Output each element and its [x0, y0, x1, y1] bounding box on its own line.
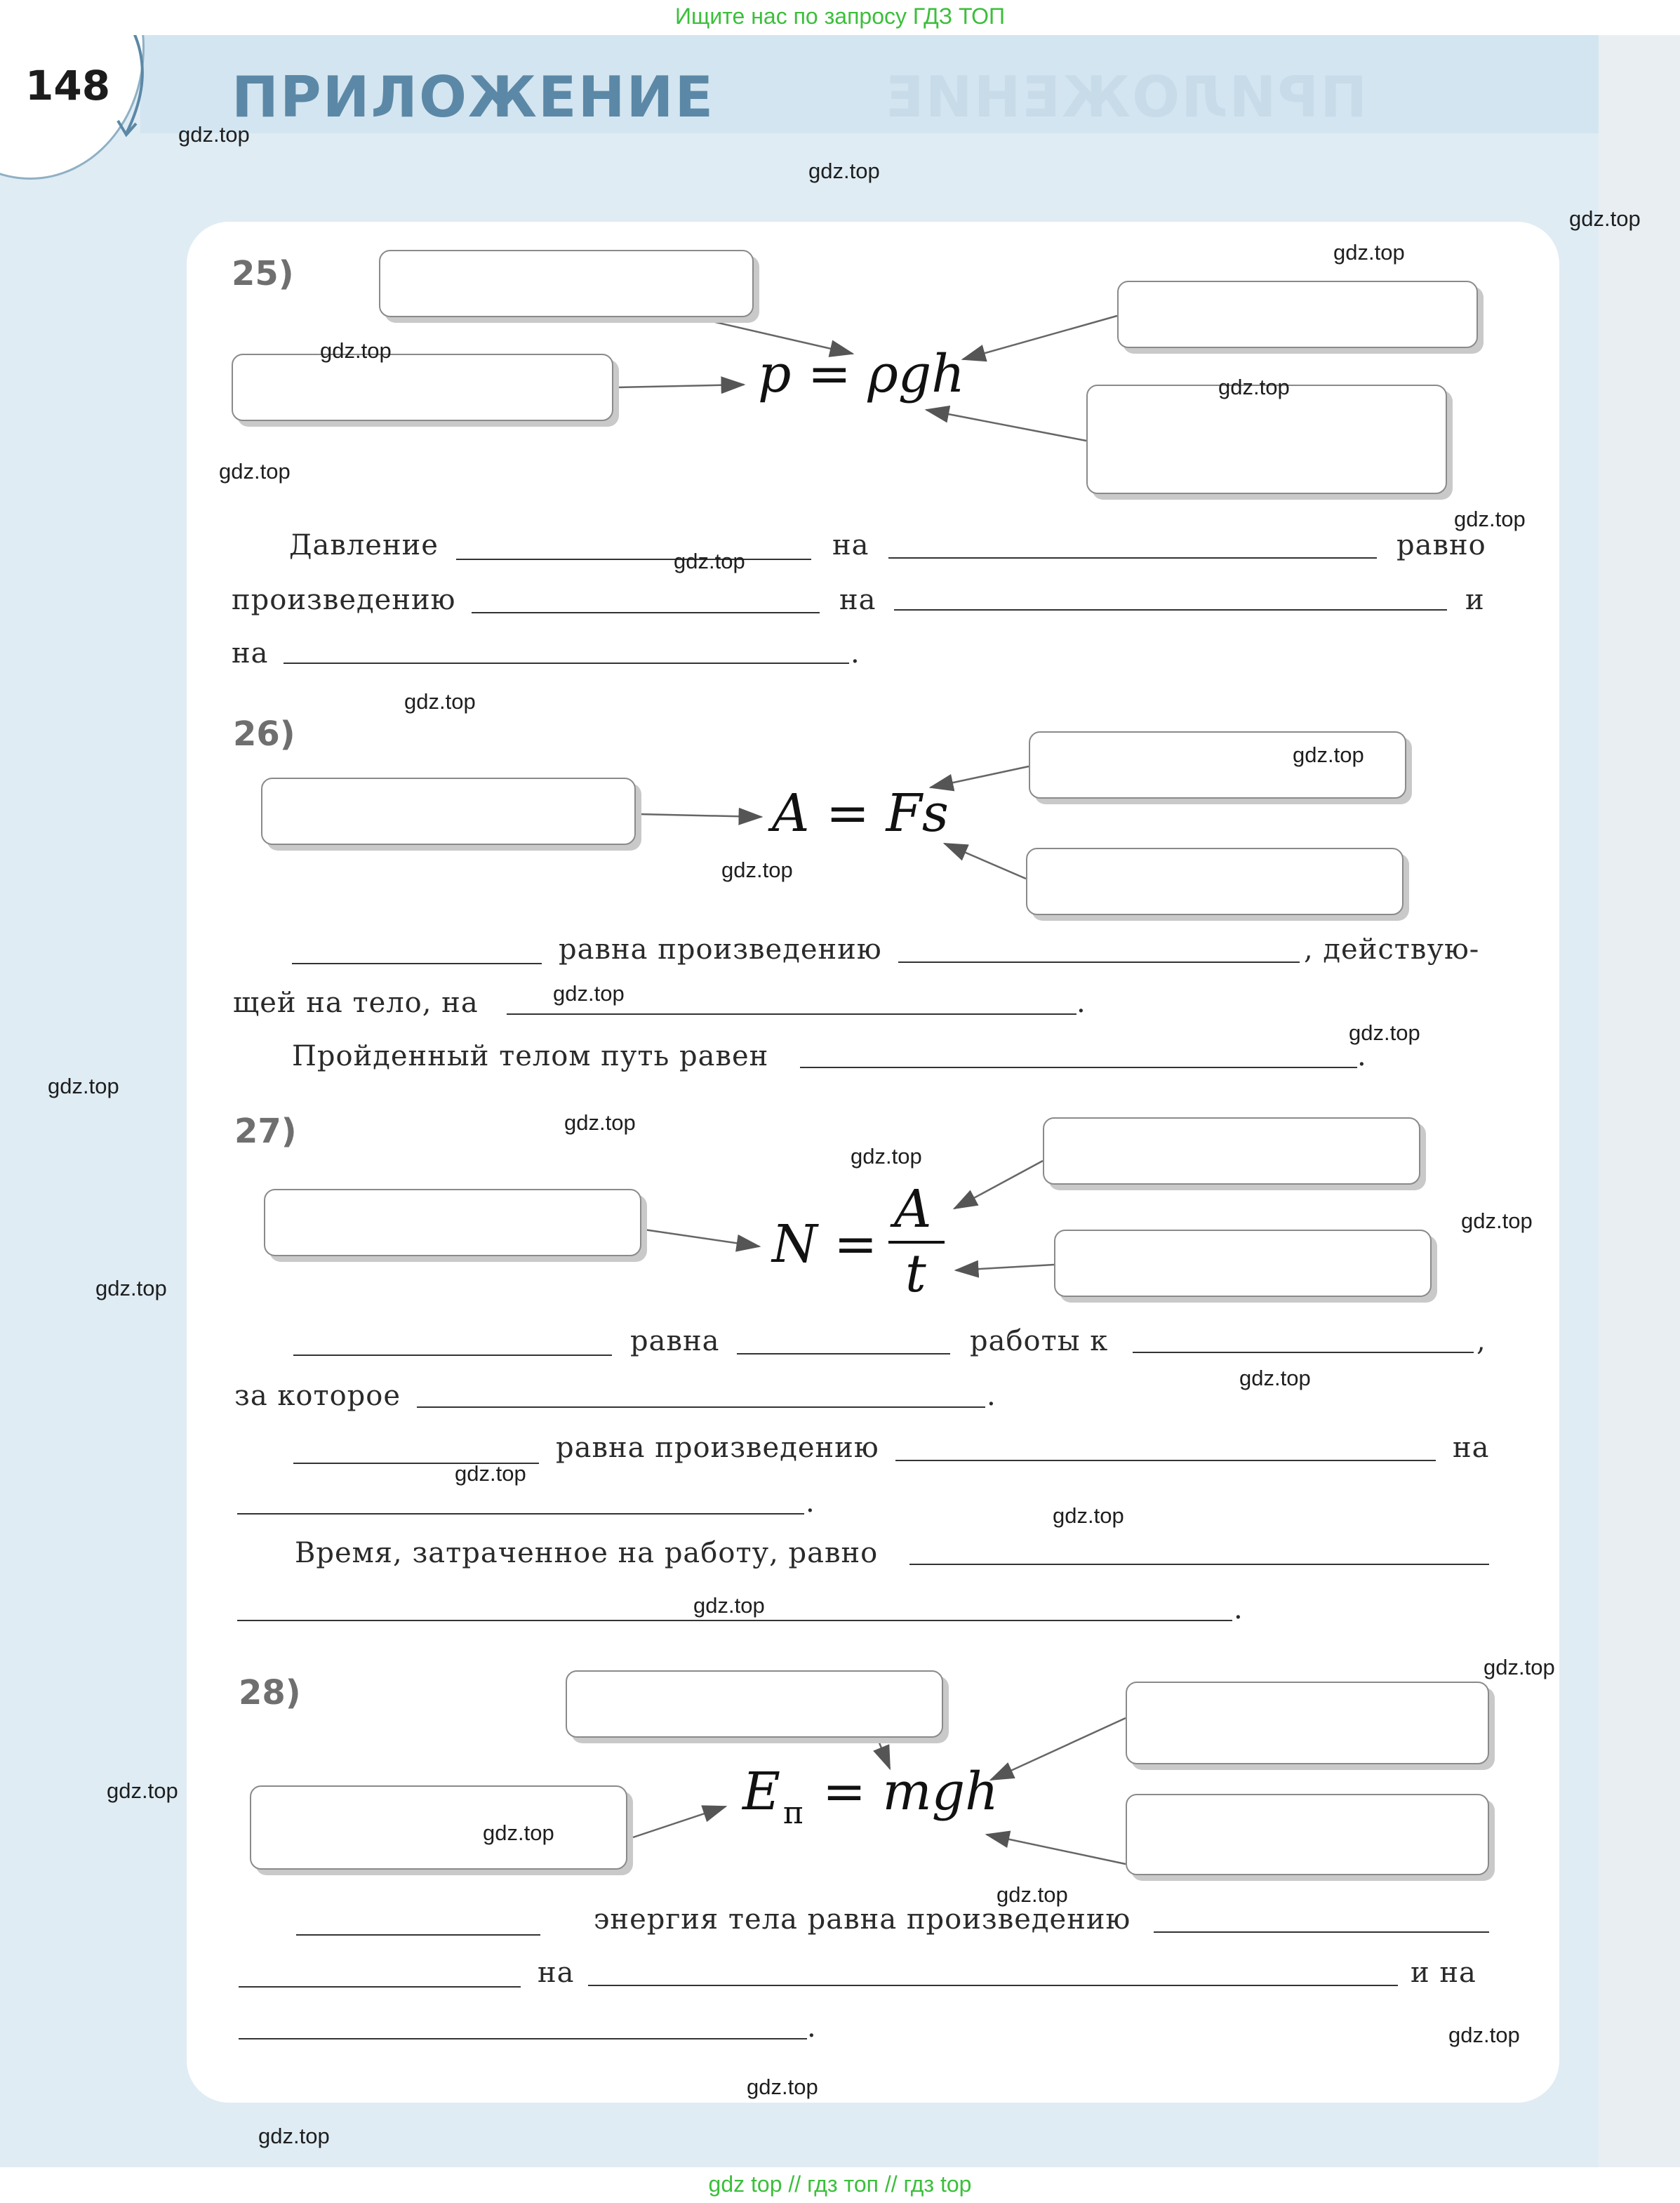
text-26-period-2: . — [1357, 1040, 1367, 1072]
blank-27-3[interactable] — [1133, 1352, 1474, 1353]
text-25-ravno: равно — [1396, 529, 1486, 561]
text-25-proizvedeniyu: произведению — [232, 584, 456, 616]
text-25-i: и — [1465, 584, 1485, 616]
bottom-banner[interactable]: gdz top // гдз топ // гдз top — [0, 2167, 1680, 2203]
watermark: gdz.top — [564, 1110, 636, 1135]
formula-25: p = ρgh — [758, 344, 965, 404]
task-25-number: 25) — [232, 254, 294, 293]
arrow-28-right-bottom — [987, 1835, 1126, 1864]
text-25-period: . — [851, 637, 860, 670]
watermark: gdz.top — [996, 1882, 1068, 1907]
blank-27-8[interactable] — [909, 1564, 1489, 1565]
arrow-25-right-top — [963, 316, 1117, 359]
watermark: gdz.top — [808, 159, 880, 183]
watermark: gdz.top — [107, 1778, 178, 1803]
text-28-period: . — [807, 2011, 817, 2044]
text-27-ravna-proizv: равна произведению — [556, 1432, 879, 1464]
arrow-25-right-bottom — [926, 410, 1086, 441]
blank-25-1[interactable] — [456, 559, 811, 560]
ghost-title-showthrough: ПРИЛОЖЕНИЕ — [884, 65, 1368, 130]
arrow-26-left — [639, 814, 761, 817]
text-27-comma: , — [1476, 1325, 1486, 1357]
blank-27-4[interactable] — [417, 1406, 985, 1408]
text-26-deystvuyu: , действую- — [1304, 933, 1480, 966]
arrow-27-numerator — [954, 1161, 1043, 1209]
watermark: gdz.top — [674, 549, 745, 573]
watermark: gdz.top — [483, 1821, 554, 1845]
answer-box-27-numerator[interactable] — [1043, 1117, 1420, 1185]
blank-26-3[interactable] — [507, 1013, 1076, 1015]
formula-27-numerator: A — [894, 1179, 932, 1239]
arrow-27-left — [644, 1230, 759, 1246]
formula-26: A = Fs — [772, 783, 949, 844]
watermark: gdz.top — [258, 2124, 330, 2148]
formula-28-e: E — [742, 1762, 781, 1822]
blank-26-1[interactable] — [292, 963, 542, 964]
section-title: ПРИЛОЖЕНИЕ — [232, 65, 715, 130]
watermark: gdz.top — [721, 858, 793, 882]
blank-27-6[interactable] — [895, 1460, 1436, 1461]
watermark: gdz.top — [851, 1144, 922, 1169]
watermark: gdz.top — [1448, 2023, 1520, 2047]
watermark: gdz.top — [48, 1074, 119, 1098]
blank-26-2[interactable] — [898, 961, 1300, 963]
text-27-za-kotoroe: за которое — [234, 1380, 401, 1412]
formula-27-denominator: t — [905, 1244, 926, 1304]
watermark: gdz.top — [95, 1276, 167, 1300]
answer-box-28-right-top[interactable] — [1126, 1682, 1489, 1764]
watermark: gdz.top — [1461, 1209, 1533, 1233]
watermark: gdz.top — [1349, 1020, 1420, 1045]
watermark: gdz.top — [1484, 1655, 1555, 1679]
text-25-na-2: на — [839, 584, 876, 616]
task-27-number: 27) — [234, 1112, 297, 1151]
text-26-period-1: . — [1076, 987, 1086, 1019]
watermark: gdz.top — [1333, 240, 1405, 265]
watermark: gdz.top — [178, 122, 250, 147]
blank-28-2[interactable] — [1154, 1931, 1489, 1933]
blank-27-9[interactable] — [237, 1620, 1232, 1621]
watermark: gdz.top — [455, 1461, 526, 1486]
text-26-ravna: равна произведению — [559, 933, 882, 966]
answer-box-25-left[interactable] — [232, 354, 613, 421]
text-27-period-2: . — [806, 1486, 815, 1519]
answer-box-27-left[interactable] — [264, 1189, 641, 1256]
text-28-na: на — [538, 1957, 575, 1989]
page-number: 148 — [25, 62, 111, 109]
blank-28-1[interactable] — [296, 1934, 540, 1936]
task-28-number: 28) — [239, 1673, 301, 1712]
watermark: gdz.top — [219, 459, 291, 484]
watermark: gdz.top — [1454, 507, 1526, 531]
answer-box-25-right-bottom[interactable] — [1086, 385, 1447, 494]
arrow-26-right-bottom — [945, 844, 1026, 879]
text-28-energiya: энергия тела равна произведению — [594, 1903, 1131, 1936]
blank-28-5[interactable] — [239, 2038, 807, 2039]
top-banner[interactable]: Ищите нас по запросу ГДЗ ТОП — [0, 0, 1680, 35]
blank-25-3[interactable] — [472, 612, 820, 613]
watermark: gdz.top — [747, 2075, 818, 2099]
text-27-vremya: Время, затраченное на работу, равно — [295, 1537, 879, 1569]
blank-27-7[interactable] — [237, 1513, 804, 1515]
blank-27-1[interactable] — [293, 1355, 612, 1356]
text-27-period-3: . — [1234, 1593, 1244, 1625]
blank-25-2[interactable] — [888, 557, 1377, 559]
blank-28-4[interactable] — [588, 1985, 1398, 1986]
watermark: gdz.top — [1293, 743, 1364, 767]
task-26-number: 26) — [233, 714, 295, 754]
arrow-28-left — [633, 1806, 726, 1837]
watermark: gdz.top — [1053, 1503, 1124, 1528]
formula-27-left: N = — [772, 1214, 878, 1274]
arrow-28-right-top — [991, 1718, 1126, 1780]
watermark: gdz.top — [404, 689, 476, 714]
answer-box-28-right-bottom[interactable] — [1126, 1794, 1489, 1875]
blank-27-2[interactable] — [737, 1353, 950, 1355]
text-25-na-3: на — [232, 637, 269, 670]
watermark: gdz.top — [320, 338, 392, 363]
text-26-put: Пройденный телом путь равен — [292, 1040, 769, 1072]
formula-28-subscript: п — [783, 1795, 804, 1831]
text-25-na-1: на — [832, 529, 869, 561]
watermark: gdz.top — [553, 981, 625, 1006]
watermark: gdz.top — [693, 1593, 765, 1618]
blank-25-5[interactable] — [284, 663, 849, 664]
answer-box-25-top[interactable] — [379, 250, 754, 317]
text-26-telo: щей на тело, на — [233, 987, 479, 1019]
arrow-27-denominator — [956, 1265, 1054, 1270]
watermark: gdz.top — [1569, 206, 1641, 231]
answer-box-28-top[interactable] — [566, 1670, 943, 1738]
text-27-period-1: . — [987, 1380, 996, 1412]
formula-28-rest: = mgh — [822, 1762, 999, 1822]
blank-26-4[interactable] — [800, 1067, 1357, 1068]
answer-box-26-right-bottom[interactable] — [1026, 848, 1404, 915]
watermark: gdz.top — [1218, 375, 1290, 399]
text-28-i-na: и на — [1411, 1957, 1476, 1989]
text-27-ravna: равна — [630, 1325, 720, 1357]
answer-box-27-denominator[interactable] — [1054, 1230, 1432, 1297]
answer-box-26-left[interactable] — [261, 778, 636, 845]
text-27-na: на — [1453, 1432, 1490, 1464]
blank-28-3[interactable] — [239, 1986, 521, 1988]
text-25-davlenie: Давление — [289, 529, 439, 561]
watermark: gdz.top — [1239, 1366, 1311, 1390]
arrow-25-left — [618, 385, 744, 387]
answer-box-28-left[interactable] — [250, 1785, 627, 1870]
text-27-raboty-k: работы к — [970, 1325, 1109, 1357]
answer-box-25-right-top[interactable] — [1117, 281, 1478, 348]
blank-25-4[interactable] — [894, 609, 1447, 611]
